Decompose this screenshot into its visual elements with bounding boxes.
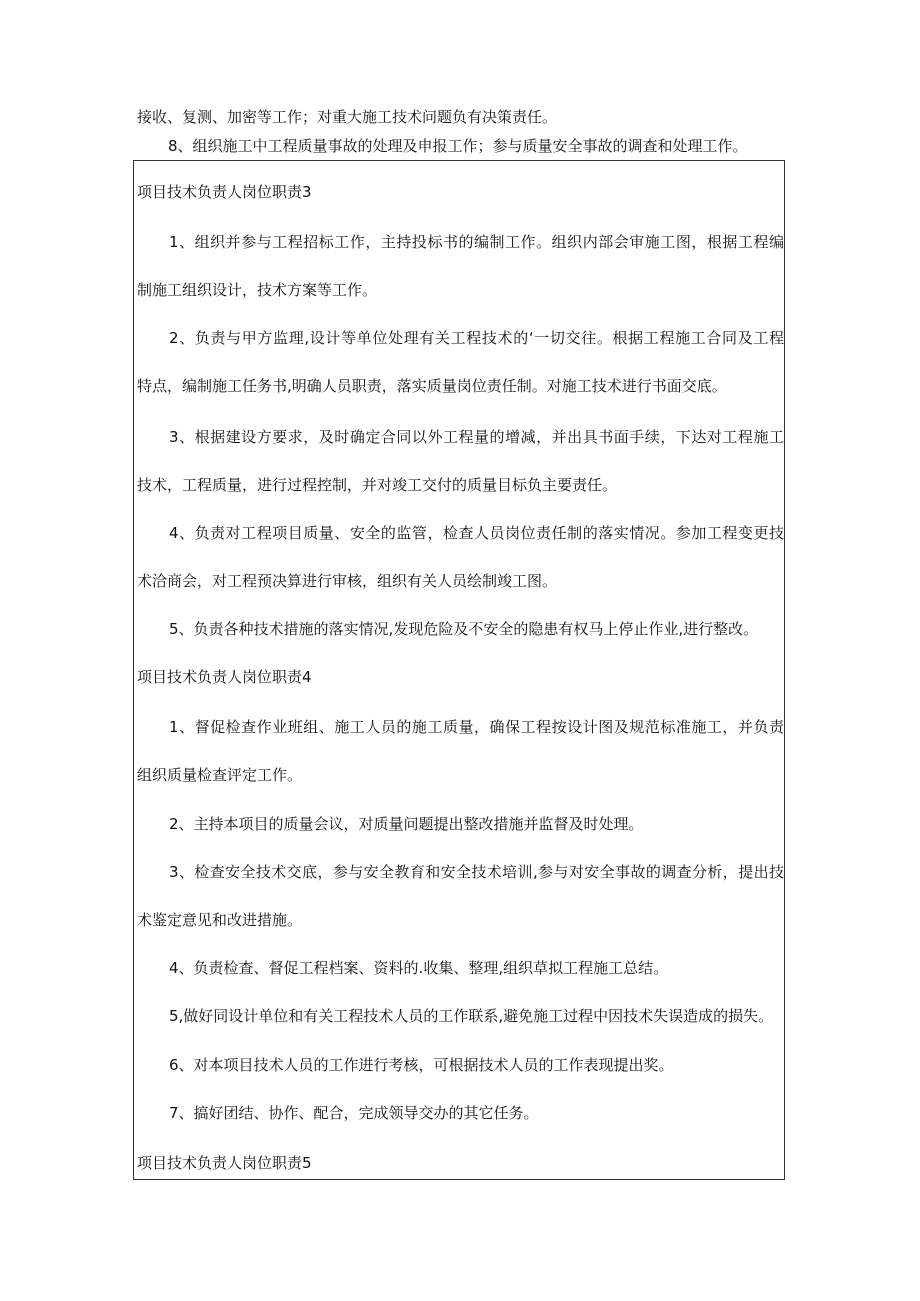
list-item-continuation: 特点，编制施工任务书,明确人员职责，落实质量岗位责任制。对施工技术进行书面交底。 bbox=[137, 377, 727, 395]
section-heading: 项目技术负责人岗位职责5 bbox=[137, 1154, 312, 1172]
list-item-continuation: 制施工组织设计，技术方案等工作。 bbox=[137, 281, 378, 299]
list-item: 5,做好同设计单位和有关工程技术人员的工作联系,避免施工过程中因技术失误造成的损失。 bbox=[169, 1007, 774, 1025]
intro-line-1: 接收、复测、加密等工作；对重大施工技术问题负有决策责任。 bbox=[137, 108, 558, 126]
section-heading: 项目技术负责人岗位职责3 bbox=[137, 183, 312, 201]
list-item-continuation: 技术，工程质量，进行过程控制，并对竣工交付的质量目标负主要责任。 bbox=[137, 476, 618, 494]
list-item: 7、搞好团结、协作、配合，完成领导交办的其它任务。 bbox=[169, 1104, 539, 1122]
list-item: 2、主持本项目的质量会议，对质量问题提出整改措施并监督及时处理。 bbox=[169, 815, 644, 833]
list-item: 1、督促检查作业班组、施工人员的施工质量，确保工程按设计图及规范标准施工，并负责 bbox=[169, 718, 784, 736]
content-box bbox=[133, 160, 785, 1180]
list-item: 3、检查安全技术交底，参与安全教育和安全技术培训,参与对安全事故的调查分析，提出技 bbox=[169, 863, 784, 881]
list-item: 6、对本项目技术人员的工作进行考核，可根据技术人员的工作表现提出奖。 bbox=[169, 1056, 674, 1074]
list-item: 3、根据建设方要求，及时确定合同以外工程量的增减，并出具书面手续，下达对工程施工 bbox=[169, 428, 784, 446]
intro-line-2: 8、组织施工中工程质量事故的处理及申报工作；参与质量安全事故的调查和处理工作。 bbox=[168, 137, 748, 155]
list-item-continuation: 术鉴定意见和改进措施。 bbox=[137, 911, 303, 929]
list-item-continuation: 组织质量检查评定工作。 bbox=[137, 766, 303, 784]
section-heading: 项目技术负责人岗位职责4 bbox=[137, 668, 312, 686]
list-item: 4、负责对工程项目质量、安全的监管，检查人员岗位责任制的落实情况。参加工程变更技 bbox=[169, 524, 784, 542]
list-item: 4、负责检查、督促工程档案、资料的.收集、整理,组织草拟工程施工总结。 bbox=[169, 959, 669, 977]
list-item: 1、组织并参与工程招标工作，主持投标书的编制工作。组织内部会审施工图，根据工程编 bbox=[169, 233, 784, 251]
list-item: 5、负责各种技术措施的落实情况,发现危险及不安全的隐患有权马上停止作业,进行整改。 bbox=[169, 620, 759, 638]
list-item: 2、负责与甲方监理,设计等单位处理有关工程技术的‘一切交往。根据工程施工合同及工程 bbox=[169, 329, 784, 347]
list-item-continuation: 术洽商会，对工程预决算进行审核，组织有关人员绘制竣工图。 bbox=[137, 572, 558, 590]
